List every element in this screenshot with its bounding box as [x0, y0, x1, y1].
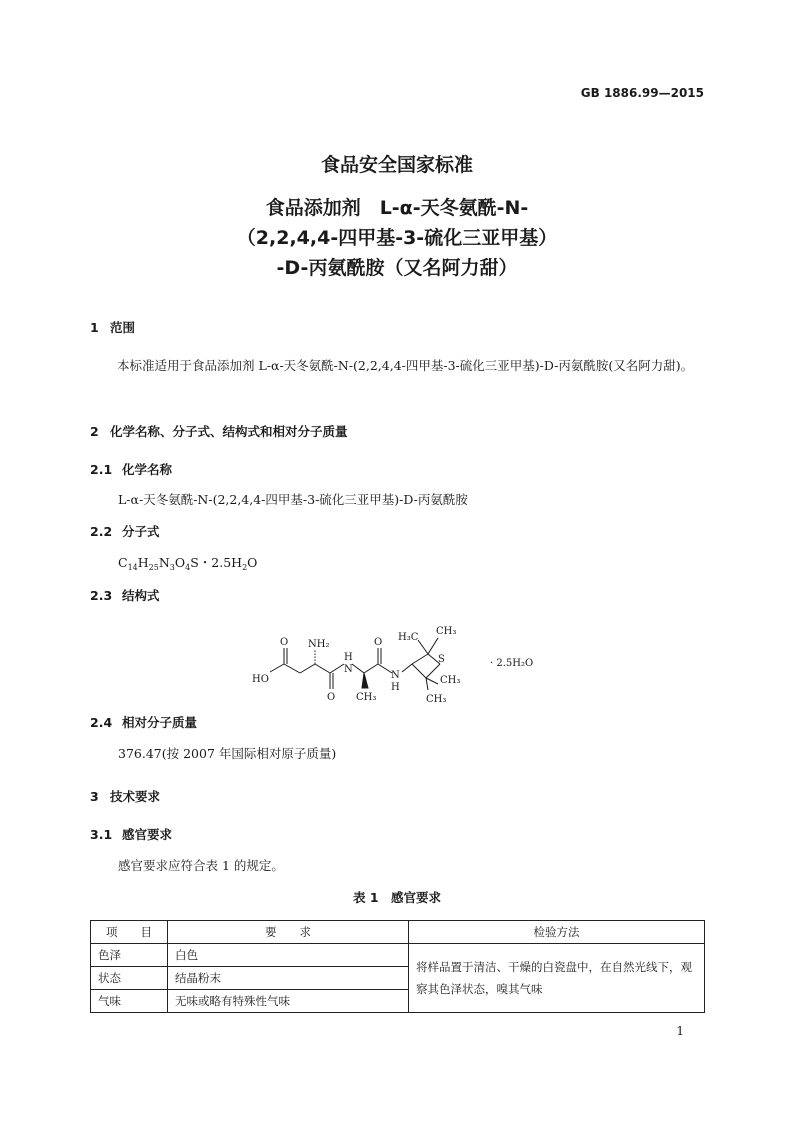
- section-title: 技术要求: [110, 789, 161, 804]
- table-header-method: 检验方法: [409, 921, 705, 944]
- table-cell-requirement: 白色: [168, 944, 409, 967]
- section-title: 范围: [110, 320, 136, 335]
- molecular-formula: $C_{14}H_{25}N_3O_4S$・$2.5H_2O$: [118, 555, 258, 572]
- document-title-line2: 食品添加剂 L-α-天冬氨酰-N-: [265, 197, 529, 219]
- section-title: 化学名称: [122, 462, 173, 477]
- hydrate-label: · 2.5H₂O: [490, 658, 534, 669]
- ch3-label: CH₃: [356, 692, 377, 703]
- section-3-heading: [90, 787, 160, 805]
- section-number: 2.2: [90, 524, 113, 539]
- ch3-label: CH₃: [440, 675, 461, 686]
- page-number: 1: [676, 1024, 684, 1038]
- section-2-heading: [90, 422, 348, 440]
- s-label: S: [438, 654, 445, 665]
- document-title-line1: 食品安全国家标准: [320, 154, 473, 176]
- section-number: 3: [90, 789, 99, 804]
- ho-label: HO: [252, 674, 269, 685]
- section-2-1-heading: [90, 460, 172, 478]
- section-title: 分子式: [122, 524, 160, 539]
- section-number: 2: [90, 424, 99, 439]
- table-cell-requirement: 结晶粉末: [168, 967, 409, 990]
- o-label: O: [374, 637, 383, 648]
- o-label: O: [327, 692, 336, 703]
- table-cell-item: 气味: [91, 990, 168, 1013]
- section-number: 2.1: [90, 462, 113, 477]
- table-cell-method: 将样品置于清洁、干燥的白瓷盘中，在自然光线下，观察其色泽状态，嗅其气味: [409, 944, 705, 1013]
- section-number: 2.3: [90, 588, 113, 603]
- document-title-line3: （2,2,4,4-四甲基-3-硫化三亚甲基）: [236, 227, 558, 249]
- section-title: 结构式: [122, 588, 160, 603]
- table-header-row: [91, 921, 705, 944]
- table-header-item: 项 目: [91, 921, 168, 944]
- h-label: H: [344, 652, 353, 663]
- section-2-3-heading: [90, 586, 160, 604]
- section-title: 相对分子质量: [122, 715, 198, 730]
- sensory-requirements-table: [90, 920, 705, 1013]
- table-cell-requirement: 无味或略有特殊性气味: [168, 990, 409, 1013]
- section-1-heading: [90, 318, 135, 336]
- table-caption: 表 1 感官要求: [352, 890, 442, 905]
- section-number: 2.4: [90, 715, 113, 730]
- n-label: N: [391, 670, 400, 681]
- standard-code: GB 1886.99—2015: [580, 86, 704, 100]
- table-cell-item: 色泽: [91, 944, 168, 967]
- table-row: [91, 944, 705, 967]
- section-3-1-heading: [90, 825, 172, 843]
- section-number: 3.1: [90, 827, 113, 842]
- ch3-label: CH₃: [436, 626, 457, 637]
- molecular-mass: 376.47(按 2007 年国际相对原子质量): [118, 746, 337, 761]
- sensory-requirement-text: 感官要求应符合表 1 的规定。: [118, 858, 284, 873]
- ch3-label: CH₃: [426, 694, 447, 705]
- document-title-line4: -D-丙氨酰胺（又名阿力甜）: [276, 257, 518, 279]
- chemical-name: L-α-天冬氨酰-N-(2,2,4,4-四甲基-3-硫化三亚甲基)-D-丙氨酰胺: [118, 492, 468, 507]
- n-label: N: [344, 664, 353, 675]
- section-2-4-heading: [90, 713, 197, 731]
- structural-formula: [250, 620, 700, 710]
- table-cell-item: 状态: [91, 967, 168, 990]
- section-number: 1: [90, 320, 99, 335]
- h-label: H: [391, 682, 400, 693]
- section-1-text: 本标准适用于食品添加剂 L-α-天冬氨酰-N-(2,2,4,4-四甲基-3-硫化三亚甲基)-D-丙氨酰胺(又名阿力甜)。: [117, 358, 694, 373]
- section-2-2-heading: [90, 522, 160, 540]
- section-title: 化学名称、分子式、结构式和相对分子质量: [110, 424, 348, 439]
- h3c-label: H₃C: [398, 632, 419, 643]
- nh2-label: NH₂: [308, 639, 330, 650]
- o-label: O: [280, 637, 289, 648]
- table-header-requirement: 要 求: [168, 921, 409, 944]
- section-title: 感官要求: [122, 827, 173, 842]
